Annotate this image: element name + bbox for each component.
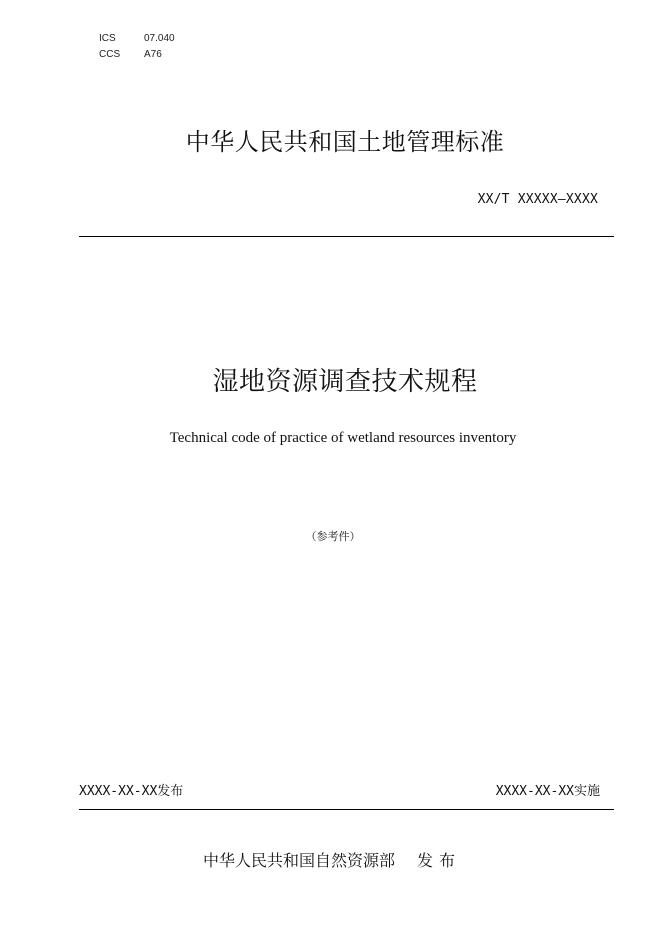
top-divider	[79, 236, 614, 237]
standard-number: XX/T XXXXX—XXXX	[477, 192, 598, 207]
bottom-divider	[79, 809, 614, 810]
ics-value: 07.040	[144, 33, 175, 44]
issue-date: XXXX-XX-XX	[79, 784, 158, 799]
issuer-action: 发布	[417, 851, 462, 870]
issue-label: 发布	[157, 784, 184, 799]
implementation-label: 实施	[573, 784, 600, 799]
classification-codes	[99, 31, 175, 63]
ccs-label: CCS	[99, 49, 121, 60]
ics-label: ICS	[99, 33, 116, 44]
issuer-line	[203, 850, 461, 872]
document-title-english: Technical code of practice of wetland resources inventory	[169, 430, 517, 446]
ccs-row	[99, 47, 175, 63]
ics-row	[99, 31, 175, 47]
document-title-chinese: 湿地资源调查技术规程	[212, 367, 478, 397]
standard-category-title: 中华人民共和国土地管理标准	[185, 128, 505, 156]
ccs-value: A76	[144, 49, 162, 60]
implementation-date-line	[496, 782, 600, 802]
issuer-name: 中华人民共和国自然资源部	[203, 851, 396, 870]
draft-status-label: （参考件）	[305, 530, 361, 543]
implementation-date: XXXX-XX-XX	[495, 784, 574, 799]
issue-date-line	[79, 782, 183, 802]
